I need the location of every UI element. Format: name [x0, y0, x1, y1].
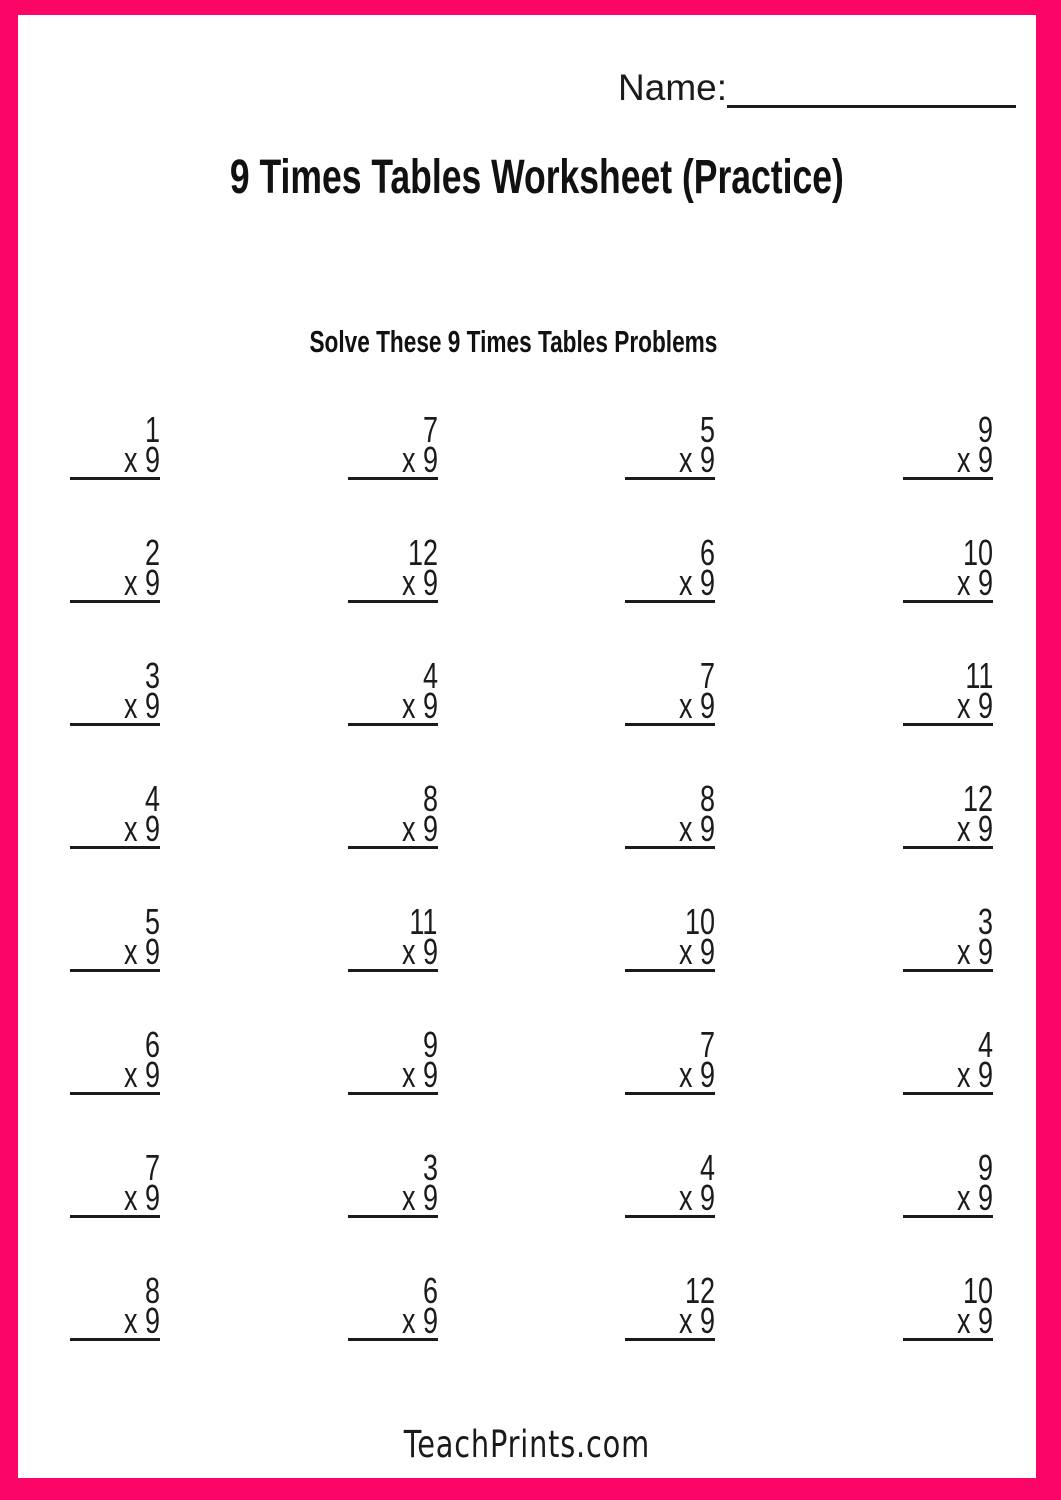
multiplication-problem [903, 534, 993, 603]
multiplication-problem [625, 1272, 715, 1341]
multiplication-problem [625, 780, 715, 849]
multiplicand: 5 [700, 409, 716, 450]
multiplication-problem [348, 1149, 438, 1218]
multiplication-problem [348, 1272, 438, 1341]
multiplicand: 4 [977, 1024, 993, 1065]
multiplier-row: x 9 [679, 1300, 716, 1341]
multiplier-row: x 9 [956, 1177, 993, 1218]
problem-row [70, 1272, 993, 1341]
multiplication-problem [348, 657, 438, 726]
multiplicand: 11 [409, 901, 438, 942]
multiplicand: 12 [407, 532, 438, 573]
multiplier-row: x 9 [679, 562, 716, 603]
multiplication-problem [70, 411, 160, 480]
multiplier-row: x 9 [123, 562, 160, 603]
multiplicand: 3 [422, 1147, 438, 1188]
multiplication-problem [348, 903, 438, 972]
multiplicand: 7 [700, 655, 716, 696]
multiplication-problem [70, 1272, 160, 1341]
multiplicand: 6 [422, 1270, 438, 1311]
problem-row [70, 1149, 993, 1218]
multiplicand: 10 [685, 901, 716, 942]
multiplier-row: x 9 [679, 931, 716, 972]
multiplier-row: x 9 [956, 685, 993, 726]
multiplier-row: x 9 [679, 808, 716, 849]
multiplication-problem [625, 1149, 715, 1218]
multiplicand: 7 [144, 1147, 160, 1188]
multiplication-problem [348, 411, 438, 480]
name-blank-line [727, 66, 1016, 108]
multiplier-row: x 9 [679, 685, 716, 726]
multiplication-problem [70, 1026, 160, 1095]
worksheet-page [18, 15, 1036, 1478]
multiplier-row: x 9 [401, 562, 438, 603]
multiplicand: 3 [977, 901, 993, 942]
multiplier-row: x 9 [956, 931, 993, 972]
multiplication-problem [903, 1149, 993, 1218]
multiplier-row: x 9 [679, 1054, 716, 1095]
multiplication-problem [70, 780, 160, 849]
multiplicand: 10 [962, 532, 993, 573]
multiplication-problem [903, 657, 993, 726]
multiplicand: 12 [685, 1270, 716, 1311]
multiplicand: 8 [700, 778, 716, 819]
multiplication-problem [348, 1026, 438, 1095]
name-row [618, 65, 1016, 111]
multiplier-row: x 9 [123, 808, 160, 849]
multiplicand: 6 [700, 532, 716, 573]
multiplier-row: x 9 [401, 931, 438, 972]
problem-row [70, 534, 993, 603]
multiplier-row: x 9 [123, 1054, 160, 1095]
problem-row [70, 411, 993, 480]
problem-row [70, 657, 993, 726]
multiplicand: 9 [422, 1024, 438, 1065]
multiplicand: 8 [422, 778, 438, 819]
problem-row [70, 780, 993, 849]
multiplicand: 10 [962, 1270, 993, 1311]
multiplication-problem [348, 780, 438, 849]
multiplicand: 1 [144, 409, 160, 450]
multiplier-row: x 9 [956, 1300, 993, 1341]
multiplier-row: x 9 [123, 685, 160, 726]
multiplier-row: x 9 [401, 1300, 438, 1341]
multiplication-problem [903, 411, 993, 480]
multiplier-row: x 9 [401, 439, 438, 480]
multiplier-row: x 9 [401, 685, 438, 726]
multiplication-problem [70, 534, 160, 603]
multiplication-problem [70, 1149, 160, 1218]
multiplier-row: x 9 [956, 439, 993, 480]
footer-brand: TeachPrints.com [403, 1423, 651, 1466]
problems-grid [70, 411, 993, 1395]
multiplier-row: x 9 [679, 439, 716, 480]
multiplier-row: x 9 [956, 562, 993, 603]
multiplier-row: x 9 [401, 1177, 438, 1218]
multiplier-row: x 9 [123, 1177, 160, 1218]
multiplication-problem [625, 657, 715, 726]
multiplicand: 12 [962, 778, 993, 819]
multiplication-problem [625, 1026, 715, 1095]
multiplicand: 9 [977, 409, 993, 450]
multiplier-row: x 9 [401, 808, 438, 849]
multiplication-problem [348, 534, 438, 603]
multiplicand: 7 [700, 1024, 716, 1065]
multiplier-row: x 9 [679, 1177, 716, 1218]
page-title: 9 Times Tables Worksheet (Practice) [230, 151, 844, 204]
multiplier-row: x 9 [123, 931, 160, 972]
multiplier-row: x 9 [123, 439, 160, 480]
multiplication-problem [903, 903, 993, 972]
multiplication-problem [903, 1026, 993, 1095]
multiplicand: 9 [977, 1147, 993, 1188]
multiplication-problem [625, 903, 715, 972]
multiplier-row: x 9 [956, 1054, 993, 1095]
multiplicand: 4 [144, 778, 160, 819]
multiplicand: 11 [964, 655, 993, 696]
multiplication-problem [903, 1272, 993, 1341]
multiplication-problem [625, 534, 715, 603]
instructions-subtitle: Solve These 9 Times Tables Problems [309, 324, 717, 359]
problem-row [70, 1026, 993, 1095]
multiplication-problem [625, 411, 715, 480]
multiplication-problem [70, 657, 160, 726]
multiplicand: 6 [144, 1024, 160, 1065]
multiplicand: 2 [144, 532, 160, 573]
multiplier-row: x 9 [123, 1300, 160, 1341]
multiplication-problem [70, 903, 160, 972]
multiplicand: 8 [144, 1270, 160, 1311]
multiplication-problem [903, 780, 993, 849]
multiplicand: 7 [422, 409, 438, 450]
multiplicand: 4 [422, 655, 438, 696]
problem-row [70, 903, 993, 972]
multiplier-row: x 9 [956, 808, 993, 849]
multiplicand: 4 [700, 1147, 716, 1188]
multiplicand: 5 [144, 901, 160, 942]
name-label: Name: [618, 67, 727, 108]
multiplier-row: x 9 [401, 1054, 438, 1095]
multiplicand: 3 [144, 655, 160, 696]
